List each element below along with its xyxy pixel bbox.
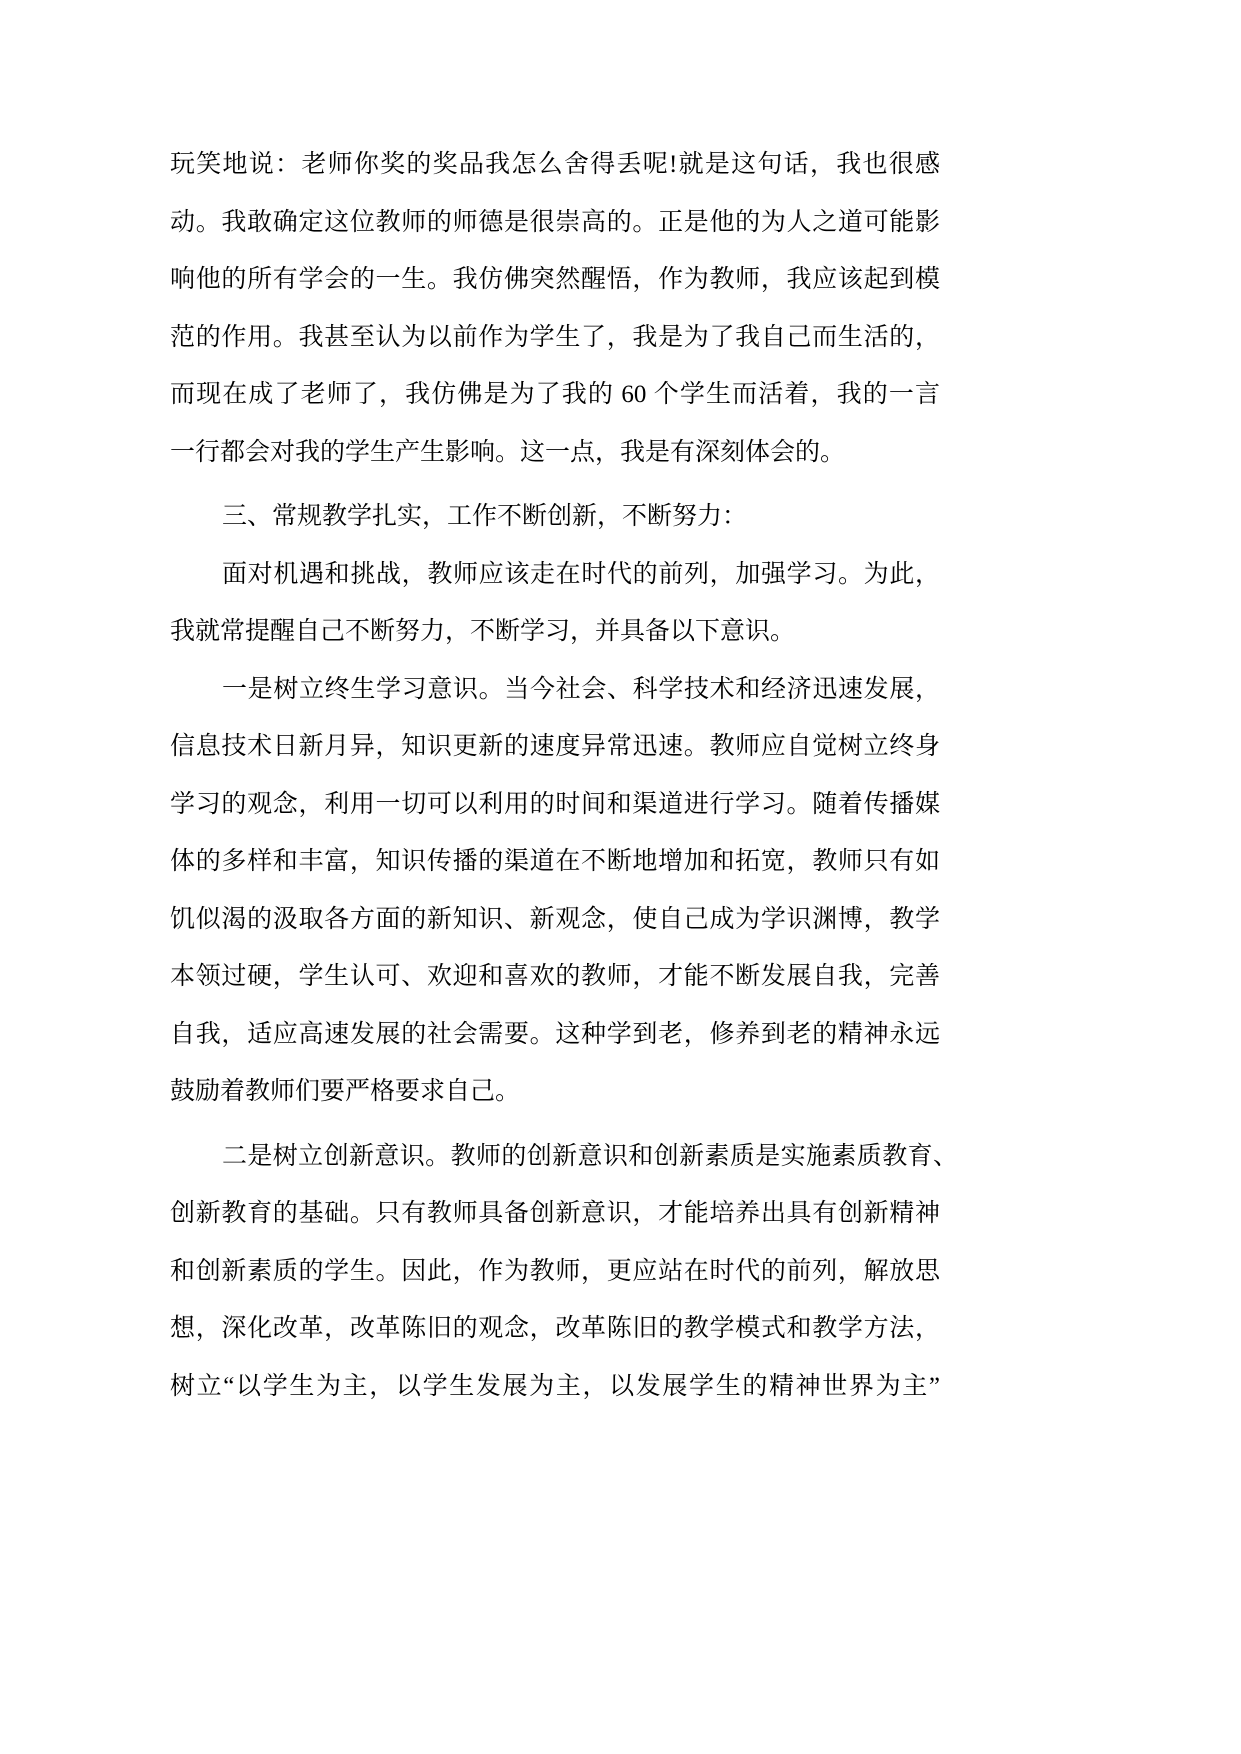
text-line: 一行都会对我的学生产生影响。这一点，我是有深刻体会的。 [170,438,846,466]
text-line: 二是树立创新意识。教师的创新意识和创新素质是实施素质教育、 [222,1142,958,1170]
section-heading [170,488,960,546]
text-line: 树立“以学生为主，以学生发展为主，以发展学生的精神世界为主” [170,1372,940,1400]
text-line: 三、常规教学扎实，工作不断创新，不断努力： [222,503,748,530]
text-line: 面对机遇和挑战，教师应该走在时代的前列，加强学习。为此， [222,560,940,588]
text-line: 范的作用。我甚至认为以前作为学生了，我是为了我自己而生活的， [170,323,940,351]
text-line: 饥似渴的汲取各方面的新知识、新观念，使自己成为学识渊博，教学 [170,905,940,933]
text-line: 玩笑地说：老师你奖的奖品我怎么舍得丢呢!就是这句话，我也很感 [170,151,940,178]
text-line: 想，深化改革，改革陈旧的观念，改革陈旧的教学模式和教学方法， [170,1315,940,1342]
text-line: 信息技术日新月异，知识更新的速度异常迅速。教师应自觉树立终身 [170,733,940,760]
body-text [170,136,960,1415]
text-line: 一是树立终生学习意识。当今社会、科学技术和经济迅速发展， [222,675,940,703]
paragraph [170,661,960,1121]
paragraph [170,546,960,661]
text-line: 创新教育的基础。只有教师具备创新意识，才能培养出具有创新精神 [170,1200,940,1227]
text-line: 和创新素质的学生。因此，作为教师，更应站在时代的前列，解放思 [170,1257,940,1285]
paragraph-continued [170,136,960,481]
text-line: 动。我敢确定这位教师的师德是很崇高的。正是他的为人之道可能影 [170,208,940,236]
paragraph [170,1128,960,1416]
text-line: 本领过硬，学生认可、欢迎和喜欢的教师，才能不断发展自我，完善 [170,963,940,990]
text-line: 学习的观念，利用一切可以利用的时间和渠道进行学习。随着传播媒 [170,790,940,818]
text-line: 鼓励着教师们要严格要求自己。 [170,1078,521,1105]
text-line: 我就常提醒自己不断努力，不断学习，并具备以下意识。 [170,618,796,645]
text-line: 而现在成了老师了，我仿佛是为了我的 60 个学生而活着，我的一言 [170,381,940,408]
text-line: 自我，适应高速发展的社会需要。这种学到老，修养到老的精神永远 [170,1020,940,1048]
text-line: 响他的所有学会的一生。我仿佛突然醒悟，作为教师，我应该起到模 [170,266,940,293]
text-line: 体的多样和丰富，知识传播的渠道在不断地增加和拓宽，教师只有如 [170,848,940,875]
